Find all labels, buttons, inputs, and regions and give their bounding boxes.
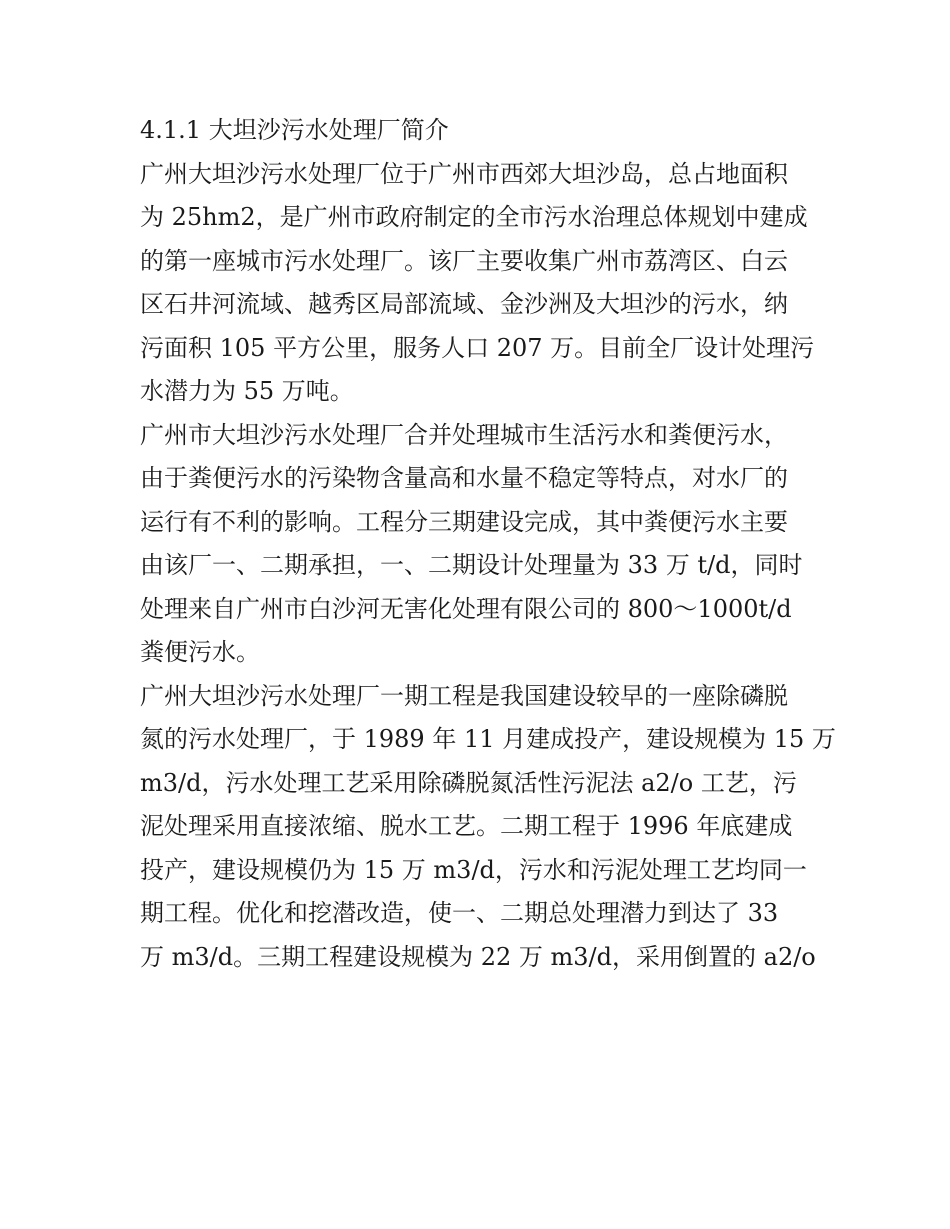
paragraph-line: m3/d，污水处理工艺采用除磷脱氮活性污泥法 a2/o 工艺，污 <box>140 768 797 797</box>
paragraph-3 <box>140 675 836 980</box>
paragraph-line: 广州大坦沙污水处理厂位于广州市西郊大坦沙岛，总占地面积 <box>140 159 788 188</box>
paragraph-line: 由该厂一、二期承担，一、二期设计处理量为 33 万 t/d，同时 <box>140 551 803 579</box>
section-heading: 4.1.1 大坦沙污水处理厂简介 <box>140 116 449 144</box>
paragraph-line: 粪便污水。 <box>140 638 260 666</box>
paragraph-line: 污面积 105 平方公里，服务人口 207 万。目前全厂设计处理污 <box>140 333 815 362</box>
document-page <box>140 109 836 979</box>
paragraph-line: 运行有不利的影响。工程分三期建设完成，其中粪便污水主要 <box>140 507 788 536</box>
paragraph-line: 的第一座城市污水处理厂。该厂主要收集广州市荔湾区、白云 <box>140 246 788 275</box>
paragraph-line: 投产，建设规模仍为 15 万 m3/d，污水和污泥处理工艺均同一 <box>140 855 807 884</box>
paragraph-line: 为 25hm2，是广州市政府制定的全市污水治理总体规划中建成 <box>140 203 808 231</box>
paragraph-line: 水潜力为 55 万吨。 <box>140 377 354 405</box>
paragraph-line: 由于粪便污水的污染物含量高和水量不稳定等特点，对水厂的 <box>140 464 788 492</box>
paragraph-line: 广州大坦沙污水处理厂一期工程是我国建设较早的一座除磷脱 <box>140 681 788 710</box>
paragraph-line: 泥处理采用直接浓缩、脱水工艺。二期工程于 1996 年底建成 <box>140 812 793 840</box>
paragraph-1 <box>140 153 815 414</box>
paragraph-line: 氮的污水处理厂，于 1989 年 11 月建成投产，建设规模为 15 万 <box>140 725 836 753</box>
paragraph-line: 期工程。优化和挖潜改造，使一、二期总处理潜力到达了 33 <box>140 899 779 927</box>
paragraph-line: 处理来自广州市白沙河无害化处理有限公司的 800～1000t/d <box>140 594 792 623</box>
paragraph-line: 区石井河流域、越秀区局部流域、金沙洲及大坦沙的污水，纳 <box>140 290 788 318</box>
paragraph-2 <box>140 414 812 675</box>
paragraph-line: 万 m3/d。三期工程建设规模为 22 万 m3/d，采用倒置的 a2/o <box>140 942 816 971</box>
paragraph-line: 广州市大坦沙污水处理厂合并处理城市生活污水和粪便污水， <box>140 420 788 449</box>
